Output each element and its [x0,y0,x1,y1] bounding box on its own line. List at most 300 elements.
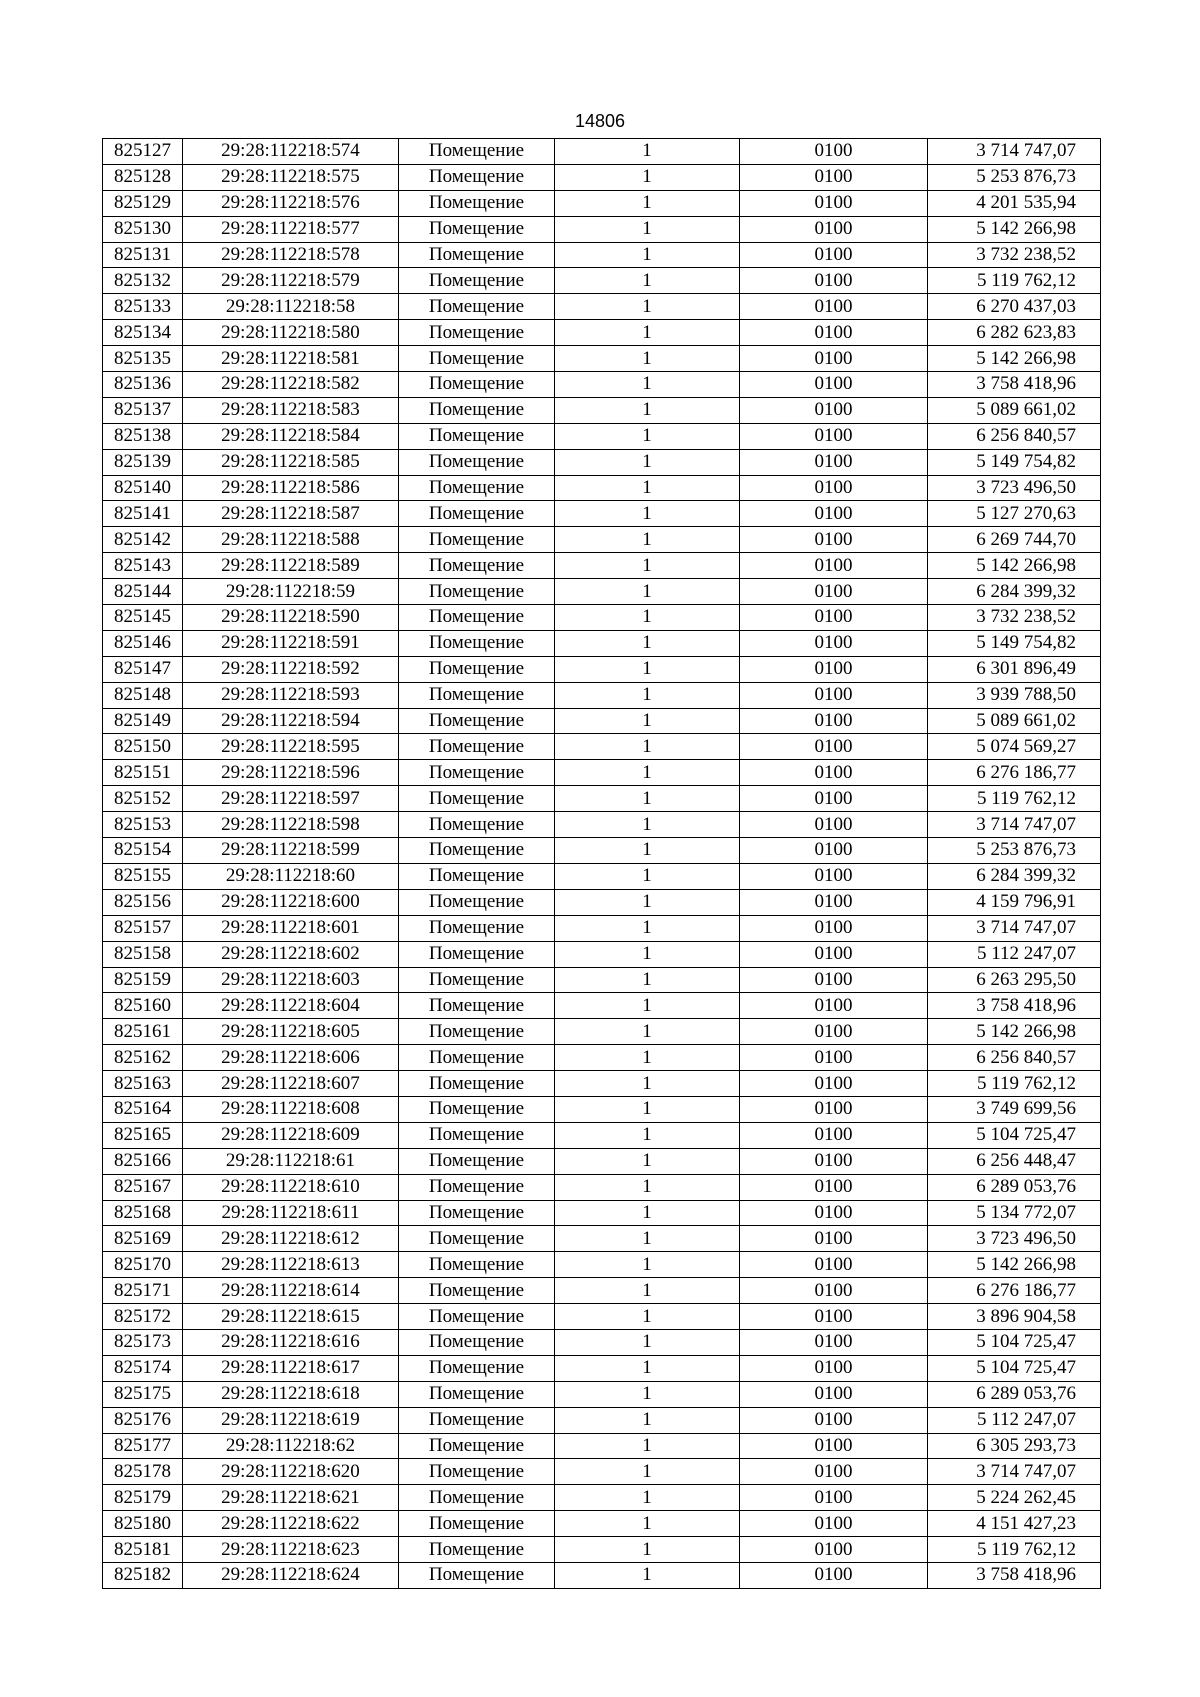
object-type-cell: Помещение [399,708,555,734]
value-cell: 6 301 896,49 [928,656,1101,682]
table-row [103,1252,1101,1278]
value-cell: 3 758 418,96 [928,372,1101,398]
quantity-cell: 1 [555,1381,740,1407]
object-type-cell: Помещение [399,656,555,682]
code-cell: 0100 [740,1485,928,1511]
table-row [103,1071,1101,1097]
table-row [103,656,1101,682]
row-number-cell: 825158 [103,941,183,967]
quantity-cell: 1 [555,372,740,398]
quantity-cell: 1 [555,242,740,268]
object-type-cell: Помещение [399,1562,555,1588]
value-cell: 3 723 496,50 [928,1226,1101,1252]
row-number-cell: 825152 [103,786,183,812]
table-row [103,423,1101,449]
cadastral-number-cell: 29:28:112218:598 [183,812,399,838]
table-row [103,1096,1101,1122]
value-cell: 3 939 788,50 [928,682,1101,708]
cadastral-number-cell: 29:28:112218:595 [183,734,399,760]
object-type-cell: Помещение [399,1407,555,1433]
object-type-cell: Помещение [399,1174,555,1200]
table-row [103,812,1101,838]
quantity-cell: 1 [555,1252,740,1278]
cadastral-number-cell: 29:28:112218:618 [183,1381,399,1407]
value-cell: 3 714 747,07 [928,139,1101,165]
object-type-cell: Помещение [399,1071,555,1097]
table-row [103,320,1101,346]
table-row [103,1329,1101,1355]
table-row [103,630,1101,656]
value-cell: 5 119 762,12 [928,268,1101,294]
value-cell: 6 305 293,73 [928,1433,1101,1459]
object-type-cell: Помещение [399,1329,555,1355]
quantity-cell: 1 [555,1148,740,1174]
row-number-cell: 825172 [103,1304,183,1330]
table-row [103,1511,1101,1537]
quantity-cell: 1 [555,1096,740,1122]
code-cell: 0100 [740,838,928,864]
code-cell: 0100 [740,967,928,993]
object-type-cell: Помещение [399,838,555,864]
object-type-cell: Помещение [399,1278,555,1304]
cadastral-number-cell: 29:28:112218:606 [183,1045,399,1071]
object-type-cell: Помещение [399,863,555,889]
quantity-cell: 1 [555,1511,740,1537]
table-row [103,889,1101,915]
quantity-cell: 1 [555,682,740,708]
code-cell: 0100 [740,760,928,786]
value-cell: 5 253 876,73 [928,164,1101,190]
code-cell: 0100 [740,268,928,294]
value-cell: 6 276 186,77 [928,760,1101,786]
value-cell: 5 119 762,12 [928,786,1101,812]
value-cell: 5 142 266,98 [928,1252,1101,1278]
table-row [103,1148,1101,1174]
code-cell: 0100 [740,1459,928,1485]
code-cell: 0100 [740,1148,928,1174]
cadastral-number-cell: 29:28:112218:574 [183,139,399,165]
row-number-cell: 825156 [103,889,183,915]
row-number-cell: 825149 [103,708,183,734]
value-cell: 5 089 661,02 [928,708,1101,734]
object-type-cell: Помещение [399,527,555,553]
row-number-cell: 825181 [103,1537,183,1563]
row-number-cell: 825169 [103,1226,183,1252]
row-number-cell: 825160 [103,993,183,1019]
value-cell: 6 289 053,76 [928,1174,1101,1200]
object-type-cell: Помещение [399,1433,555,1459]
row-number-cell: 825166 [103,1148,183,1174]
row-number-cell: 825180 [103,1511,183,1537]
code-cell: 0100 [740,1200,928,1226]
object-type-cell: Помещение [399,786,555,812]
code-cell: 0100 [740,1278,928,1304]
table-row [103,1381,1101,1407]
object-type-cell: Помещение [399,1200,555,1226]
object-type-cell: Помещение [399,475,555,501]
cadastral-number-cell: 29:28:112218:592 [183,656,399,682]
cadastral-number-cell: 29:28:112218:623 [183,1537,399,1563]
object-type-cell: Помещение [399,1355,555,1381]
value-cell: 5 142 266,98 [928,216,1101,242]
cadastral-number-cell: 29:28:112218:597 [183,786,399,812]
quantity-cell: 1 [555,1407,740,1433]
cadastral-number-cell: 29:28:112218:578 [183,242,399,268]
object-type-cell: Помещение [399,1252,555,1278]
cadastral-number-cell: 29:28:112218:588 [183,527,399,553]
object-type-cell: Помещение [399,1304,555,1330]
code-cell: 0100 [740,216,928,242]
quantity-cell: 1 [555,838,740,864]
quantity-cell: 1 [555,605,740,631]
code-cell: 0100 [740,1071,928,1097]
table-row [103,242,1101,268]
table-row [103,1045,1101,1071]
row-number-cell: 825170 [103,1252,183,1278]
quantity-cell: 1 [555,915,740,941]
cadastral-number-cell: 29:28:112218:586 [183,475,399,501]
value-cell: 5 224 262,45 [928,1485,1101,1511]
code-cell: 0100 [740,527,928,553]
code-cell: 0100 [740,734,928,760]
cadastral-number-cell: 29:28:112218:59 [183,579,399,605]
quantity-cell: 1 [555,164,740,190]
object-type-cell: Помещение [399,1045,555,1071]
object-type-cell: Помещение [399,915,555,941]
table-row [103,708,1101,734]
cadastral-number-cell: 29:28:112218:602 [183,941,399,967]
cadastral-number-cell: 29:28:112218:600 [183,889,399,915]
object-type-cell: Помещение [399,190,555,216]
cadastral-number-cell: 29:28:112218:589 [183,553,399,579]
row-number-cell: 825135 [103,346,183,372]
row-number-cell: 825176 [103,1407,183,1433]
object-type-cell: Помещение [399,1122,555,1148]
quantity-cell: 1 [555,941,740,967]
row-number-cell: 825161 [103,1019,183,1045]
object-type-cell: Помещение [399,734,555,760]
code-cell: 0100 [740,397,928,423]
code-cell: 0100 [740,1096,928,1122]
cadastral-number-cell: 29:28:112218:613 [183,1252,399,1278]
object-type-cell: Помещение [399,889,555,915]
quantity-cell: 1 [555,1433,740,1459]
code-cell: 0100 [740,1122,928,1148]
row-number-cell: 825179 [103,1485,183,1511]
code-cell: 0100 [740,1511,928,1537]
table-row [103,1562,1101,1588]
table-row [103,941,1101,967]
quantity-cell: 1 [555,708,740,734]
code-cell: 0100 [740,423,928,449]
code-cell: 0100 [740,682,928,708]
table-row [103,268,1101,294]
quantity-cell: 1 [555,1485,740,1511]
code-cell: 0100 [740,553,928,579]
object-type-cell: Помещение [399,372,555,398]
cadastral-number-cell: 29:28:112218:576 [183,190,399,216]
object-type-cell: Помещение [399,1226,555,1252]
object-type-cell: Помещение [399,449,555,475]
quantity-cell: 1 [555,1537,740,1563]
cadastral-number-cell: 29:28:112218:61 [183,1148,399,1174]
object-type-cell: Помещение [399,605,555,631]
quantity-cell: 1 [555,579,740,605]
quantity-cell: 1 [555,346,740,372]
row-number-cell: 825146 [103,630,183,656]
row-number-cell: 825163 [103,1071,183,1097]
object-type-cell: Помещение [399,423,555,449]
table-row [103,1122,1101,1148]
quantity-cell: 1 [555,397,740,423]
value-cell: 6 276 186,77 [928,1278,1101,1304]
object-type-cell: Помещение [399,812,555,838]
value-cell: 3 732 238,52 [928,605,1101,631]
object-type-cell: Помещение [399,941,555,967]
table-row [103,1226,1101,1252]
object-type-cell: Помещение [399,242,555,268]
quantity-cell: 1 [555,139,740,165]
table-row [103,1433,1101,1459]
cadastral-number-cell: 29:28:112218:617 [183,1355,399,1381]
value-cell: 3 758 418,96 [928,1562,1101,1588]
cadastral-number-cell: 29:28:112218:590 [183,605,399,631]
quantity-cell: 1 [555,734,740,760]
object-type-cell: Помещение [399,553,555,579]
value-cell: 5 142 266,98 [928,1019,1101,1045]
code-cell: 0100 [740,164,928,190]
object-type-cell: Помещение [399,397,555,423]
value-cell: 5 119 762,12 [928,1537,1101,1563]
row-number-cell: 825143 [103,553,183,579]
table-row [103,1174,1101,1200]
quantity-cell: 1 [555,553,740,579]
row-number-cell: 825134 [103,320,183,346]
cadastral-number-cell: 29:28:112218:615 [183,1304,399,1330]
value-cell: 3 758 418,96 [928,993,1101,1019]
cadastral-number-cell: 29:28:112218:577 [183,216,399,242]
quantity-cell: 1 [555,1355,740,1381]
quantity-cell: 1 [555,1278,740,1304]
table-row [103,1200,1101,1226]
quantity-cell: 1 [555,1122,740,1148]
value-cell: 5 112 247,07 [928,1407,1101,1433]
value-cell: 6 256 840,57 [928,1045,1101,1071]
cadastral-number-cell: 29:28:112218:601 [183,915,399,941]
table-row [103,1355,1101,1381]
table-row [103,164,1101,190]
cadastral-number-cell: 29:28:112218:624 [183,1562,399,1588]
quantity-cell: 1 [555,1304,740,1330]
table-row [103,1537,1101,1563]
row-number-cell: 825128 [103,164,183,190]
row-number-cell: 825129 [103,190,183,216]
value-cell: 5 104 725,47 [928,1355,1101,1381]
row-number-cell: 825164 [103,1096,183,1122]
object-type-cell: Помещение [399,1485,555,1511]
object-type-cell: Помещение [399,1459,555,1485]
row-number-cell: 825136 [103,372,183,398]
table-row [103,475,1101,501]
code-cell: 0100 [740,1355,928,1381]
row-number-cell: 825130 [103,216,183,242]
quantity-cell: 1 [555,760,740,786]
quantity-cell: 1 [555,527,740,553]
object-type-cell: Помещение [399,1019,555,1045]
object-type-cell: Помещение [399,1381,555,1407]
code-cell: 0100 [740,1304,928,1330]
quantity-cell: 1 [555,294,740,320]
object-type-cell: Помещение [399,967,555,993]
code-cell: 0100 [740,320,928,346]
registry-table [102,138,1101,1589]
row-number-cell: 825141 [103,501,183,527]
cadastral-number-cell: 29:28:112218:593 [183,682,399,708]
quantity-cell: 1 [555,967,740,993]
table-row [103,190,1101,216]
table-row [103,527,1101,553]
row-number-cell: 825167 [103,1174,183,1200]
quantity-cell: 1 [555,812,740,838]
object-type-cell: Помещение [399,501,555,527]
row-number-cell: 825133 [103,294,183,320]
value-cell: 5 253 876,73 [928,838,1101,864]
code-cell: 0100 [740,1174,928,1200]
table-row [103,1304,1101,1330]
value-cell: 6 263 295,50 [928,967,1101,993]
code-cell: 0100 [740,372,928,398]
row-number-cell: 825177 [103,1433,183,1459]
object-type-cell: Помещение [399,993,555,1019]
table-row [103,397,1101,423]
cadastral-number-cell: 29:28:112218:575 [183,164,399,190]
quantity-cell: 1 [555,1226,740,1252]
row-number-cell: 825165 [103,1122,183,1148]
quantity-cell: 1 [555,449,740,475]
code-cell: 0100 [740,1407,928,1433]
code-cell: 0100 [740,346,928,372]
value-cell: 5 104 725,47 [928,1122,1101,1148]
cadastral-number-cell: 29:28:112218:581 [183,346,399,372]
page-number: 14806 [574,111,626,131]
code-cell: 0100 [740,579,928,605]
code-cell: 0100 [740,139,928,165]
row-number-cell: 825182 [103,1562,183,1588]
table-row [103,786,1101,812]
object-type-cell: Помещение [399,1148,555,1174]
table-row [103,1407,1101,1433]
row-number-cell: 825137 [103,397,183,423]
quantity-cell: 1 [555,889,740,915]
code-cell: 0100 [740,1019,928,1045]
quantity-cell: 1 [555,630,740,656]
row-number-cell: 825162 [103,1045,183,1071]
quantity-cell: 1 [555,1200,740,1226]
object-type-cell: Помещение [399,682,555,708]
value-cell: 5 127 270,63 [928,501,1101,527]
row-number-cell: 825148 [103,682,183,708]
row-number-cell: 825178 [103,1459,183,1485]
quantity-cell: 1 [555,863,740,889]
quantity-cell: 1 [555,786,740,812]
table-row [103,372,1101,398]
code-cell: 0100 [740,1252,928,1278]
value-cell: 5 134 772,07 [928,1200,1101,1226]
row-number-cell: 825168 [103,1200,183,1226]
cadastral-number-cell: 29:28:112218:582 [183,372,399,398]
cadastral-number-cell: 29:28:112218:599 [183,838,399,864]
code-cell: 0100 [740,449,928,475]
code-cell: 0100 [740,1226,928,1252]
code-cell: 0100 [740,863,928,889]
value-cell: 4 151 427,23 [928,1511,1101,1537]
table-row [103,734,1101,760]
value-cell: 3 749 699,56 [928,1096,1101,1122]
row-number-cell: 825131 [103,242,183,268]
row-number-cell: 825151 [103,760,183,786]
cadastral-number-cell: 29:28:112218:587 [183,501,399,527]
quantity-cell: 1 [555,1174,740,1200]
value-cell: 3 714 747,07 [928,915,1101,941]
table-row [103,993,1101,1019]
code-cell: 0100 [740,630,928,656]
row-number-cell: 825174 [103,1355,183,1381]
cadastral-number-cell: 29:28:112218:58 [183,294,399,320]
table-row [103,216,1101,242]
object-type-cell: Помещение [399,579,555,605]
cadastral-number-cell: 29:28:112218:603 [183,967,399,993]
quantity-cell: 1 [555,423,740,449]
row-number-cell: 825171 [103,1278,183,1304]
table-row [103,1459,1101,1485]
row-number-cell: 825144 [103,579,183,605]
value-cell: 5 104 725,47 [928,1329,1101,1355]
table-row [103,579,1101,605]
code-cell: 0100 [740,993,928,1019]
table-row [103,1485,1101,1511]
cadastral-number-cell: 29:28:112218:608 [183,1096,399,1122]
value-cell: 6 269 744,70 [928,527,1101,553]
code-cell: 0100 [740,242,928,268]
table-row [103,838,1101,864]
code-cell: 0100 [740,1537,928,1563]
value-cell: 4 159 796,91 [928,889,1101,915]
code-cell: 0100 [740,475,928,501]
row-number-cell: 825138 [103,423,183,449]
object-type-cell: Помещение [399,1511,555,1537]
row-number-cell: 825155 [103,863,183,889]
cadastral-number-cell: 29:28:112218:614 [183,1278,399,1304]
value-cell: 6 289 053,76 [928,1381,1101,1407]
code-cell: 0100 [740,1045,928,1071]
row-number-cell: 825147 [103,656,183,682]
value-cell: 6 270 437,03 [928,294,1101,320]
object-type-cell: Помещение [399,760,555,786]
value-cell: 5 149 754,82 [928,630,1101,656]
code-cell: 0100 [740,1562,928,1588]
code-cell: 0100 [740,915,928,941]
row-number-cell: 825142 [103,527,183,553]
row-number-cell: 825132 [103,268,183,294]
table-row [103,863,1101,889]
table-row [103,1019,1101,1045]
cadastral-number-cell: 29:28:112218:62 [183,1433,399,1459]
value-cell: 5 089 661,02 [928,397,1101,423]
code-cell: 0100 [740,1329,928,1355]
code-cell: 0100 [740,1433,928,1459]
code-cell: 0100 [740,941,928,967]
object-type-cell: Помещение [399,1537,555,1563]
